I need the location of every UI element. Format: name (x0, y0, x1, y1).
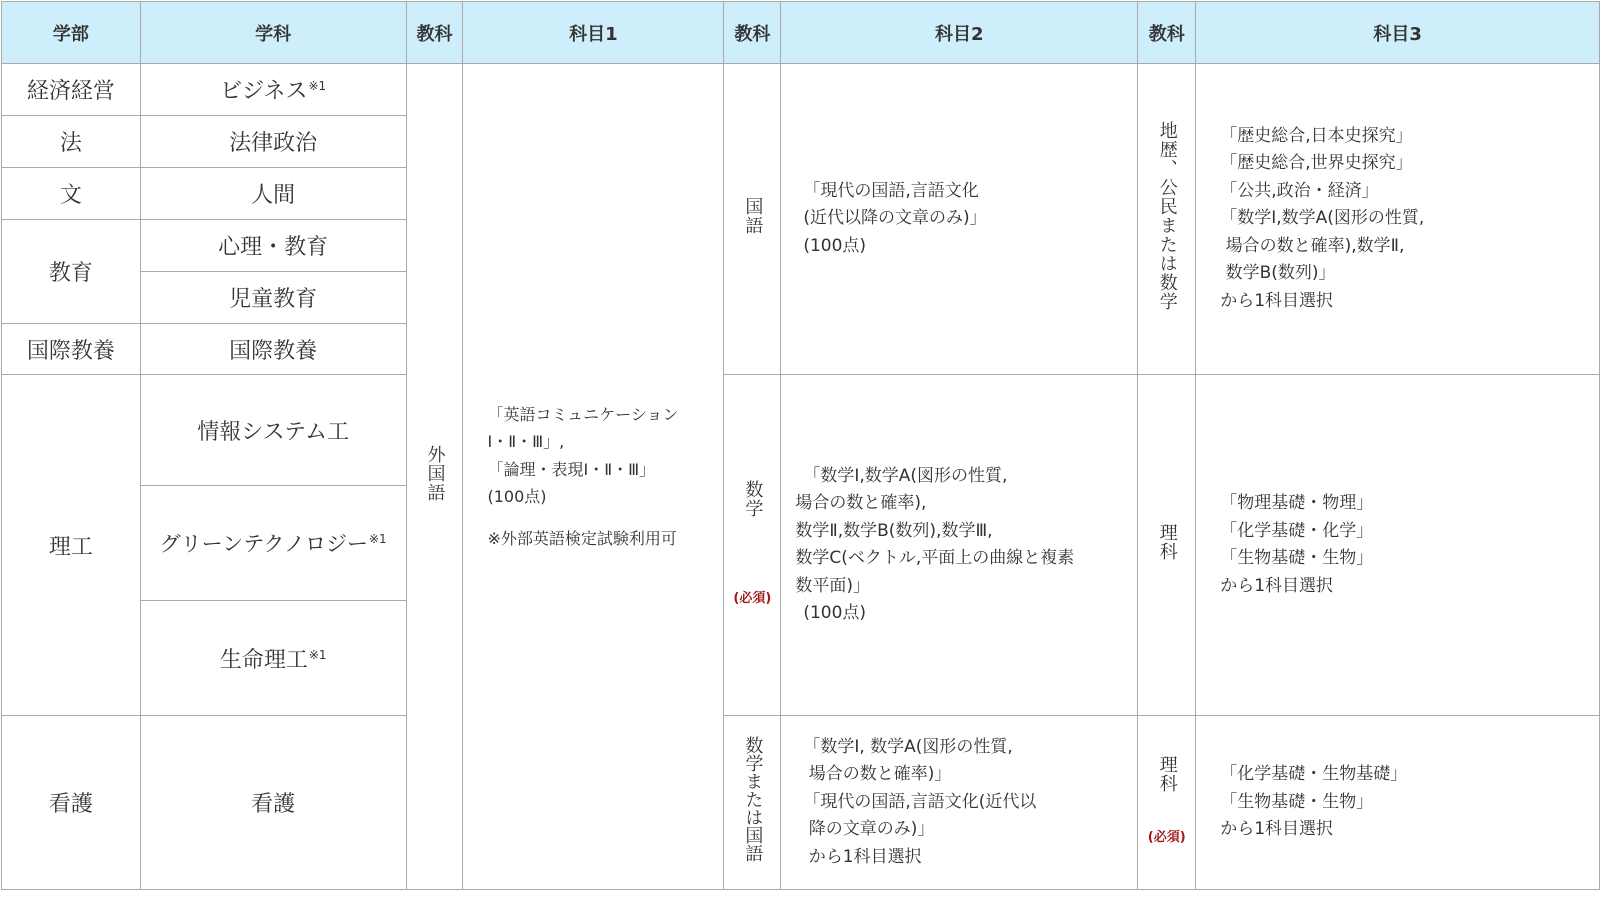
table-row (2, 375, 1600, 486)
department-cell: 児童教育 (140, 272, 406, 324)
faculty-cell: 国際教養 (2, 324, 141, 375)
department-cell: 法律政治 (140, 116, 406, 168)
table-row (2, 716, 1600, 890)
department-cell: 国際教養 (140, 324, 406, 375)
header-faculty: 学部 (2, 2, 141, 64)
faculty-cell: 法 (2, 116, 141, 168)
department-cell: グリーンテクノロジー$^{※1}$ (140, 486, 406, 601)
kyoka-cell: 理科 (必須) (1138, 716, 1196, 890)
header-subject-3: 科目3 (1196, 2, 1600, 64)
faculty-cell: 教育 (2, 220, 141, 324)
footnote-mark: ※1 (308, 647, 327, 662)
kyoka-cell: 地歴、公民または数学 (1138, 64, 1196, 375)
subject3-cell: 「歴史総合,日本史探究」 「歴史総合,世界史探究」 「公共,政治・経済」 「数学Ⅰ,数学A(図形の性質, 場合の数と確率),数学Ⅱ, 数学B(数列)」 から1科目選択 (1196, 64, 1600, 375)
faculty-cell: 経済経営 (2, 64, 141, 116)
external-exam-note: ※外部英語検定試験利用可 (487, 528, 677, 548)
department-cell: 心理・教育 (140, 220, 406, 272)
required-label: (必須) (733, 590, 772, 606)
faculty-cell: 理工 (2, 375, 141, 716)
subject3-cell: 「物理基礎・物理」 「化学基礎・化学」 「生物基礎・生物」 から1科目選択 (1196, 375, 1600, 716)
department-cell: 看護 (140, 716, 406, 890)
subject3-cell: 「化学基礎・生物基礎」 「生物基礎・生物」 から1科目選択 (1196, 716, 1600, 890)
kyoka-cell: 数学または国語 (724, 716, 781, 890)
header-kyoka-2: 教科 (724, 2, 781, 64)
header-subject-1: 科目1 (463, 2, 724, 64)
faculty-cell: 看護 (2, 716, 141, 890)
table-row (2, 64, 1600, 116)
required-label: (必須) (1147, 830, 1186, 845)
department-cell: 人間 (140, 168, 406, 220)
footnote-mark: ※1 (308, 79, 327, 93)
kyoka-foreign-language-cell: 外国語 (406, 64, 463, 890)
footnote-mark: ※1 (368, 532, 387, 546)
kyoka-cell: 国語 (724, 64, 781, 375)
subject2-cell: 「数学Ⅰ,数学A(図形の性質, 場合の数と確率), 数学Ⅱ,数学B(数列),数学Ⅲ, 数学C(ベクトル,平面上の曲線と複素 数平面)」 (100点) (781, 375, 1138, 716)
admission-subjects-table (1, 1, 1600, 890)
department-cell: 生命理工$^{※1}$ (140, 601, 406, 716)
header-kyoka-3: 教科 (1138, 2, 1196, 64)
department-cell: ビジネス$^{※1}$ (140, 64, 406, 116)
faculty-cell: 文 (2, 168, 141, 220)
subject2-cell: 「現代の国語,言語文化 (近代以降の文章のみ)」 (100点) (781, 64, 1138, 375)
header-row (2, 2, 1600, 64)
header-subject-2: 科目2 (781, 2, 1138, 64)
header-department: 学科 (140, 2, 406, 64)
kyoka-cell: 数学 (必須) (724, 375, 781, 716)
header-kyoka-1: 教科 (406, 2, 463, 64)
department-cell: 情報システム工 (140, 375, 406, 486)
subject1-cell: 「英語コミュニケーション Ⅰ・Ⅱ・Ⅲ」, 「論理・表現Ⅰ・Ⅱ・Ⅲ」 (100点) ※外部英語検定試験利用可 (463, 64, 724, 890)
subject2-cell: 「数学Ⅰ, 数学A(図形の性質, 場合の数と確率)」 「現代の国語,言語文化(近代以 降の文章のみ)」 から1科目選択 (781, 716, 1138, 890)
kyoka-cell: 理科 (1138, 375, 1196, 716)
